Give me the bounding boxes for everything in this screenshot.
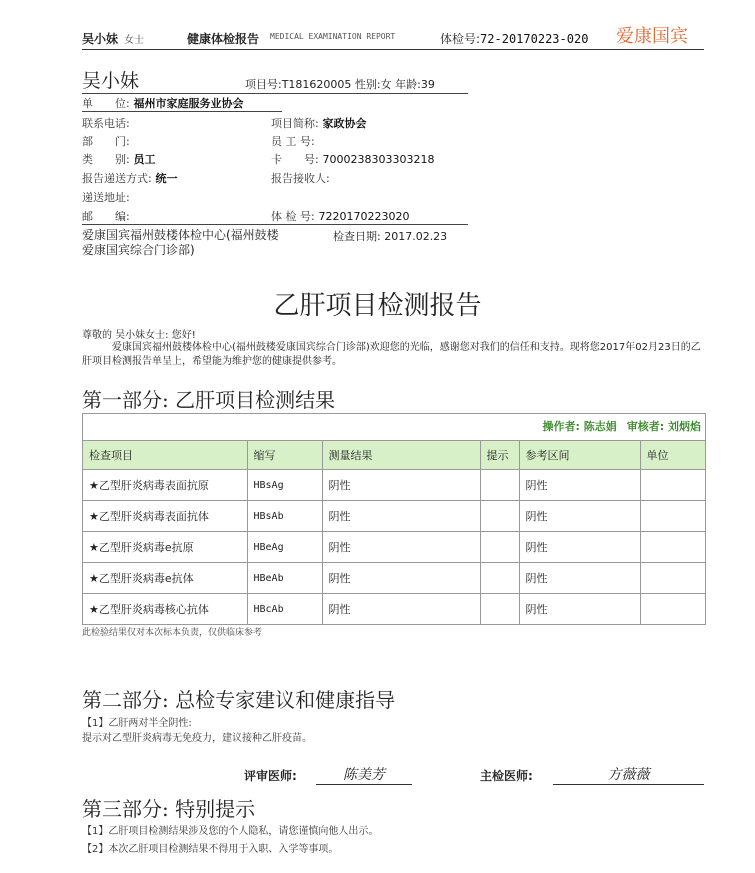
header-report-title: 健康体检报告 bbox=[187, 32, 260, 46]
patient-name: 吴小妹 bbox=[82, 70, 140, 92]
header-name-suffix: 女士 bbox=[124, 35, 145, 46]
reviewer-doctor-label: 评审医师: bbox=[244, 769, 297, 783]
cell-unit bbox=[640, 470, 705, 501]
proj-short-row bbox=[271, 115, 367, 131]
reviewer: 审核者: 刘炳焰 bbox=[626, 420, 701, 433]
greeting: 尊敬的 吴小妹女士: 您好! bbox=[82, 330, 196, 341]
category-row bbox=[82, 151, 156, 167]
table-row bbox=[83, 563, 705, 594]
part3-title: 第三部分: 特别提示 bbox=[82, 797, 256, 821]
unit-underline bbox=[82, 111, 282, 112]
results-table bbox=[83, 441, 705, 624]
emp-no-label: 员 工 号: bbox=[271, 135, 315, 148]
results-table-box bbox=[82, 413, 706, 625]
chief-doctor-label: 主检医师: bbox=[480, 769, 533, 783]
delivery-value: 统一 bbox=[155, 172, 178, 185]
staff-line bbox=[83, 414, 705, 441]
project-line: 项目号:T181620005 性别:女 年龄:39 bbox=[245, 78, 435, 91]
card-label: 卡 号: bbox=[271, 153, 319, 166]
cell-ref: 阴性 bbox=[519, 532, 640, 563]
header-exam-number-value: 72-20170223-020 bbox=[480, 32, 589, 46]
cell-hint bbox=[480, 563, 519, 594]
cell-item: ★乙型肝炎病毒e抗原 bbox=[83, 532, 247, 563]
address-label: 递送地址: bbox=[82, 191, 130, 204]
exam-center-name: 爱康国宾福州鼓楼体检中心(福州鼓楼爱康国宾综合门诊部) bbox=[82, 228, 279, 257]
cell-ref: 阴性 bbox=[519, 563, 640, 594]
intro-paragraph: 爱康国宾福州鼓楼体检中心(福州鼓楼爱康国宾综合门诊部)欢迎您的光临，感谢您对我们的信任和支持。现将您2017年02月23日的乙肝项目检测报告单呈上，希望能为维护您的健康提供参考。 bbox=[82, 342, 701, 367]
cell-result: 阴性 bbox=[322, 563, 480, 594]
cell-ref: 阴性 bbox=[519, 470, 640, 501]
cell-hint bbox=[480, 594, 519, 625]
header-exam-number bbox=[440, 30, 588, 47]
category-value: 员工 bbox=[133, 153, 156, 166]
cell-hint bbox=[480, 501, 519, 532]
result-disclaimer: 此检验结果仅对本次标本负责，仅供临床参考 bbox=[82, 628, 263, 638]
cell-item: ★乙型肝炎病毒表面抗体 bbox=[83, 501, 247, 532]
part1-title: 第一部分: 乙肝项目检测结果 bbox=[82, 388, 336, 412]
cell-result: 阴性 bbox=[322, 470, 480, 501]
cell-abbr: HBsAb bbox=[247, 501, 322, 532]
postcode-label: 邮 编: bbox=[82, 210, 130, 223]
chief-doctor-signature: 方薇薇 bbox=[553, 764, 704, 785]
delivery-row bbox=[82, 170, 178, 186]
exam-id-row bbox=[271, 208, 410, 224]
category-label: 类 别: bbox=[82, 153, 130, 166]
dept-label: 部 门: bbox=[82, 135, 130, 148]
info-divider-top bbox=[82, 93, 468, 94]
cell-ref: 阴性 bbox=[519, 594, 640, 625]
check-date: 检查日期: 2017.02.23 bbox=[333, 230, 448, 243]
table-row bbox=[83, 594, 705, 625]
cell-unit bbox=[640, 563, 705, 594]
cell-item: ★乙型肝炎病毒e抗体 bbox=[83, 563, 247, 594]
header-report-title-en: MEDICAL EXAMINATION REPORT bbox=[270, 32, 396, 41]
col-header-abbr: 缩写 bbox=[247, 441, 322, 470]
cell-unit bbox=[640, 501, 705, 532]
report-title: 乙肝项目检测报告 bbox=[273, 291, 482, 321]
cell-result: 阴性 bbox=[322, 501, 480, 532]
tip-2: 【2】本次乙肝项目检测结果不得用于入职、入学等事项。 bbox=[82, 844, 339, 855]
cell-abbr: HBeAb bbox=[247, 563, 322, 594]
cell-abbr: HBsAg bbox=[247, 470, 322, 501]
cell-abbr: HBeAg bbox=[247, 532, 322, 563]
cell-ref: 阴性 bbox=[519, 501, 640, 532]
table-row bbox=[83, 501, 705, 532]
advice-line-2: 提示对乙型肝炎病毒无免疫力，建议接种乙肝疫苗。 bbox=[82, 733, 312, 744]
cell-hint bbox=[480, 532, 519, 563]
col-header-ref: 参考区间 bbox=[519, 441, 640, 470]
col-header-item: 检查项目 bbox=[83, 441, 247, 470]
cell-abbr: HBcAb bbox=[247, 594, 322, 625]
cell-unit bbox=[640, 594, 705, 625]
proj-short-value: 家政协会 bbox=[322, 117, 367, 130]
advice-line-1: 【1】乙肝两对半全阴性: bbox=[82, 718, 192, 729]
card-value: 7000238303303218 bbox=[322, 153, 435, 166]
brand-logo: 爱康国宾 bbox=[616, 26, 688, 47]
col-header-result: 测量结果 bbox=[322, 441, 480, 470]
col-header-hint: 提示 bbox=[480, 441, 519, 470]
info-divider-bottom bbox=[82, 224, 468, 225]
table-row bbox=[83, 470, 705, 501]
cell-result: 阴性 bbox=[322, 532, 480, 563]
unit-value: 福州市家庭服务业协会 bbox=[133, 97, 244, 110]
operator: 操作者: 陈志娟 bbox=[542, 420, 617, 433]
receiver-label: 报告接收人: bbox=[271, 172, 330, 185]
unit-row bbox=[82, 95, 244, 111]
header-patient-name bbox=[82, 30, 144, 47]
card-row bbox=[271, 151, 435, 167]
cell-hint bbox=[480, 470, 519, 501]
unit-label: 单 位: bbox=[82, 97, 130, 110]
cell-item: ★乙型肝炎病毒核心抗体 bbox=[83, 594, 247, 625]
part2-title: 第二部分: 总检专家建议和健康指导 bbox=[82, 688, 396, 712]
header-name-text: 吴小妹 bbox=[82, 32, 119, 46]
col-header-unit: 单位 bbox=[640, 441, 705, 470]
exam-id-value: 7220170223020 bbox=[318, 210, 410, 223]
cell-unit bbox=[640, 532, 705, 563]
phone-label: 联系电话: bbox=[82, 117, 130, 130]
reviewer-doctor-signature: 陈美芳 bbox=[316, 764, 412, 785]
header-divider bbox=[82, 49, 704, 50]
exam-id-label: 体 检 号: bbox=[271, 210, 315, 223]
table-row bbox=[83, 532, 705, 563]
table-header-row bbox=[83, 441, 705, 470]
proj-short-label: 项目简称: bbox=[271, 117, 319, 130]
cell-item: ★乙型肝炎病毒表面抗原 bbox=[83, 470, 247, 501]
tip-1: 【1】乙肝项目检测结果涉及您的个人隐私，请您谨慎向他人出示。 bbox=[82, 826, 379, 837]
header-exam-number-label: 体检号: bbox=[440, 32, 481, 46]
delivery-label: 报告递送方式: bbox=[82, 172, 152, 185]
cell-result: 阴性 bbox=[322, 594, 480, 625]
